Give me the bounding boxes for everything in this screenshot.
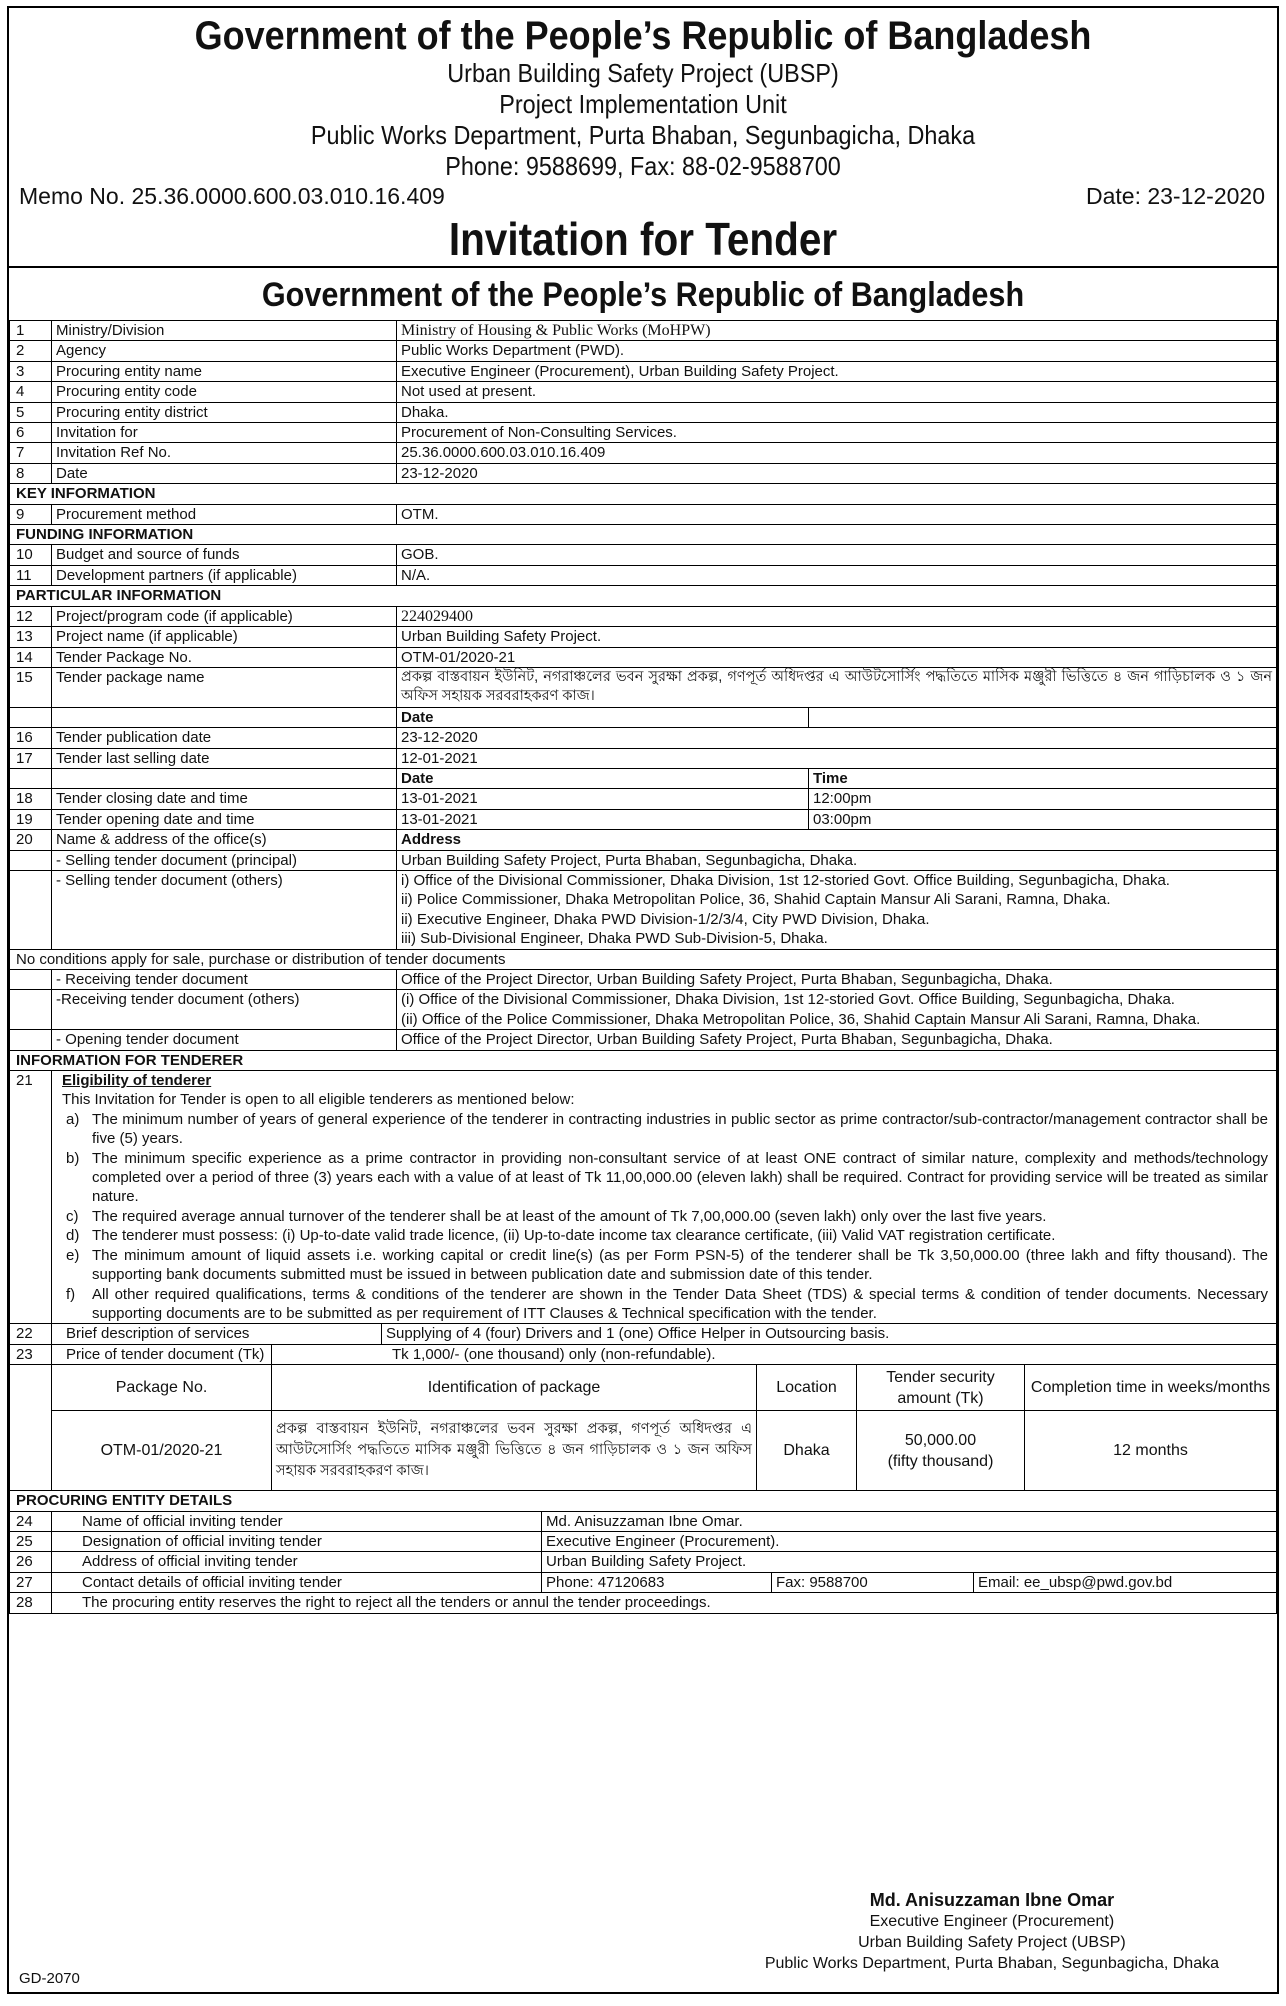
table-row <box>10 1511 1277 1531</box>
security-amount: 50,000.00 <box>904 1431 977 1449</box>
row-label: - Opening tender document <box>52 1030 397 1050</box>
row-label: Address of official inviting tender <box>52 1552 542 1572</box>
table-row <box>10 830 1277 850</box>
row-label: Procurement method <box>52 504 397 524</box>
row-number: 23 <box>10 1344 52 1364</box>
table-row <box>10 423 1277 443</box>
conditions-note: No conditions apply for sale, purchase or distribution of tender documents <box>10 949 1277 969</box>
row-date: 13-01-2021 <box>397 809 809 829</box>
table-row <box>10 402 1277 422</box>
table-row <box>10 667 1277 707</box>
row-number: 13 <box>10 627 52 647</box>
row-label: - Receiving tender document <box>52 970 397 990</box>
address-line: ii) Executive Engineer, Dhaka PWD Division-1/2/3/4, City PWD Division, Dhaka. <box>401 910 930 928</box>
row-number: 7 <box>10 443 52 463</box>
row-label: Designation of official inviting tender <box>52 1531 542 1551</box>
row-number: 11 <box>10 565 52 585</box>
list-item <box>62 1285 1272 1324</box>
table-row <box>10 748 1277 768</box>
row-label: Procuring entity code <box>52 382 397 402</box>
table-row <box>10 850 1277 870</box>
subheader-row <box>10 768 1277 788</box>
row-number: 8 <box>10 463 52 483</box>
row-number: 22 <box>10 1324 52 1344</box>
reservation-note: The procuring entity reserves the right to reject all the tenders or annul the tender proceedings. <box>52 1593 1277 1613</box>
row-value: OTM. <box>397 504 1277 524</box>
address-line: ii) Police Commissioner, Dhaka Metropolitan Police, 36, Shahid Captain Mansur Ali Sarani, Ramna, Dhaka. <box>401 891 1111 909</box>
table-row <box>10 382 1277 402</box>
package-table <box>9 1364 1277 1491</box>
time-column-header: Time <box>809 768 1277 788</box>
row-time: 03:00pm <box>809 809 1277 829</box>
row-number: 25 <box>10 1531 52 1551</box>
table-row <box>10 970 1277 990</box>
row-number: 4 <box>10 382 52 402</box>
table-row <box>10 1030 1277 1050</box>
security-words: (fifty thousand) <box>887 1452 994 1470</box>
row-value: Not used at present. <box>397 382 1277 402</box>
footer-code: GD-2070 <box>19 1970 80 1987</box>
package-location: Dhaka <box>757 1411 857 1491</box>
table-row <box>10 1572 1277 1592</box>
row-number: 12 <box>10 606 52 626</box>
services-table <box>9 1323 1277 1344</box>
row-number: 2 <box>10 341 52 361</box>
row-value: 25.36.0000.600.03.010.16.409 <box>397 443 1277 463</box>
row-number: 26 <box>10 1552 52 1572</box>
row-value: 12-01-2021 <box>397 748 1277 768</box>
section-heading: PARTICULAR INFORMATION <box>10 586 1277 606</box>
row-value: Procurement of Non-Consulting Services. <box>397 423 1277 443</box>
row-value: 224029400 <box>397 606 1277 626</box>
contact-fax: Fax: 9588700 <box>772 1572 974 1592</box>
package-identification: প্রকল্প বাস্তবায়ন ইউনিট, নগরাঞ্চলের ভবন সুরক্ষা প্রকল্প, গণপূর্ত অধিদপ্তর এ আউটসোর্সিং পদ্ধতিতে মাসিক মঞ্জুরী ভিত্তিতে ৪ জন গাড়িচালক ও ১ জন অফিস সহায়ক সরবরাহকরণ কাজ। <box>272 1411 757 1491</box>
signatory-name: Md. Anisuzzaman Ibne Omar <box>869 1890 1115 1910</box>
contact-phone: Phone: 47120683 <box>542 1572 772 1592</box>
signature-block <box>765 1890 1219 1974</box>
row-value: Urban Building Safety Project. <box>542 1552 1277 1572</box>
item-label: d) <box>66 1227 80 1245</box>
row-number: 15 <box>10 667 52 707</box>
row-number: 6 <box>10 423 52 443</box>
item-label: b) <box>66 1149 80 1167</box>
item-text: The minimum number of years of general experience of the tenderer in contracting industries in public sector as prime contractor/sub-contractor/management contractor shall be five (5) years. <box>92 1110 1268 1148</box>
memo-number: Memo No. 25.36.0000.600.03.010.16.409 <box>19 183 445 209</box>
row-number: 10 <box>10 545 52 565</box>
row-value: Executive Engineer (Procurement), Urban Building Safety Project. <box>397 361 1277 381</box>
table-row <box>10 789 1277 809</box>
section-heading: PROCURING ENTITY DETAILS <box>10 1491 1277 1511</box>
item-text: All other required qualifications, terms & conditions of the tenderer are shown in the Tender Data Sheet (TDS) & special terms & condition of tender documents. Necessary supporting documents are to be submitted as per requirement of ITT Clauses & Technical specification with the tender. <box>92 1285 1268 1322</box>
list-item <box>62 1110 1272 1149</box>
row-value: 23-12-2020 <box>397 728 1277 748</box>
table-row <box>10 545 1277 565</box>
package-row <box>10 1411 1277 1491</box>
row-label: Invitation for <box>52 423 397 443</box>
column-header: Package No. <box>52 1365 272 1411</box>
row-value: OTM-01/2020-21 <box>397 647 1277 667</box>
table-row <box>10 1071 1277 1324</box>
row-label: Development partners (if applicable) <box>52 565 397 585</box>
row-value: Office of the Project Director, Urban Building Safety Project, Purta Bhaban, Segunbagicha, Dhaka. <box>397 1030 1277 1050</box>
item-label: e) <box>66 1246 80 1264</box>
signatory-project: Urban Building Safety Project (UBSP) <box>858 1934 1126 1951</box>
row-label: Contact details of official inviting tender <box>52 1572 542 1592</box>
column-header: Identification of package <box>272 1365 757 1411</box>
project-name: Urban Building Safety Project (UBSP) <box>447 58 839 88</box>
row-value: প্রকল্প বাস্তবায়ন ইউনিট, নগরাঞ্চলের ভবন সুরক্ষা প্রকল্প, গণপূর্ত অধিদপ্তর এ আউটসোর্সিং পদ্ধতিতে মাসিক মঞ্জুরী ভিত্তিতে ৪ জন গাড়িচালক ও ১ জন অফিস সহায়ক সরবরাহকরণ কাজ। <box>397 667 1277 707</box>
date-column-header: Date <box>397 707 809 727</box>
section-heading: KEY INFORMATION <box>10 484 1277 504</box>
table-row <box>10 565 1277 585</box>
eligibility-list <box>62 1110 1272 1323</box>
package-number: OTM-01/2020-21 <box>52 1411 272 1491</box>
row-value: GOB. <box>397 545 1277 565</box>
address-line: iii) Sub-Divisional Engineer, Dhaka PWD Sub-Division-5, Dhaka. <box>401 930 828 948</box>
list-item <box>62 1226 1272 1245</box>
address-line: (ii) Office of the Police Commissioner, Dhaka Metropolitan Police, 36, Shahid Captain Mansur Ali Sarani, Ramna, Dhaka. <box>401 1010 1201 1028</box>
row-number: 24 <box>10 1511 52 1531</box>
note-row <box>10 949 1277 969</box>
row-value: Dhaka. <box>397 402 1277 422</box>
table-row <box>10 1593 1277 1613</box>
office-contact: Phone: 9588699, Fax: 88-02-9588700 <box>445 151 841 181</box>
package-completion: 12 months <box>1025 1411 1277 1491</box>
list-item <box>62 1246 1272 1285</box>
row-label: - Selling tender document (others) <box>52 870 397 949</box>
row-label: Tender opening date and time <box>52 809 397 829</box>
page-title: Government of the People’s Republic of Bangladesh <box>194 14 1092 58</box>
row-label: Procuring entity name <box>52 361 397 381</box>
table-title: Government of the People’s Republic of Bangladesh <box>261 276 1025 314</box>
section-row <box>10 586 1277 606</box>
eligibility-intro: This Invitation for Tender is open to all eligible tenderers as mentioned below: <box>62 1091 575 1109</box>
row-number: 1 <box>10 321 52 341</box>
row-label: Date <box>52 463 397 483</box>
signatory-address: Public Works Department, Purta Bhaban, Segunbagicha, Dhaka <box>764 1955 1219 1972</box>
row-value: Urban Building Safety Project, Purta Bhaban, Segunbagicha, Dhaka. <box>397 850 1277 870</box>
address-line: (i) Office of the Divisional Commissioner, Dhaka Division, 1st 12-storied Govt. Office Building, Segunbagicha, Dhaka. <box>401 991 1175 1009</box>
item-text: The minimum specific experience as a prime contractor in providing non-consultant service of at least ONE contract of similar nature, complexity and methods/technology completed over a period of three (3) years each with a value of at least of Tk 11,00,000.00 (eleven lakh) shall be required. Contract for providing service will be treated as similar nature. <box>92 1149 1268 1206</box>
row-number: 27 <box>10 1572 52 1592</box>
item-text: The tenderer must possess: (i) Up-to-date valid trade licence, (ii) Up-to-date income tax clearance certificate, (iii) Valid VAT registration certificate. <box>92 1227 1056 1245</box>
row-label: Name of official inviting tender <box>52 1511 542 1531</box>
eligibility-title: Eligibility of tenderer <box>62 1072 212 1090</box>
table-row <box>10 1552 1277 1572</box>
row-number: 28 <box>10 1593 52 1613</box>
section-row <box>10 484 1277 504</box>
section-heading: FUNDING INFORMATION <box>10 525 1277 545</box>
row-value: Supplying of 4 (four) Drivers and 1 (one) Office Helper in Outsourcing basis. <box>382 1324 1277 1344</box>
row-value: 23-12-2020 <box>397 463 1277 483</box>
row-label: Agency <box>52 341 397 361</box>
row-number: 19 <box>10 809 52 829</box>
row-label: - Selling tender document (principal) <box>52 850 397 870</box>
row-value <box>397 870 1277 949</box>
unit-name: Project Implementation Unit <box>499 89 787 119</box>
item-label: c) <box>66 1207 79 1225</box>
row-label: Procuring entity district <box>52 402 397 422</box>
row-number: 5 <box>10 402 52 422</box>
table-row <box>10 870 1277 949</box>
section-row <box>10 1050 1277 1070</box>
item-text: The required average annual turnover of the tenderer shall be at least of the amount of Tk 7,00,000.00 (seven lakh) only over the last five years. <box>92 1207 1047 1225</box>
subheader-row <box>10 707 1277 727</box>
table-row <box>10 990 1277 1030</box>
signatory-designation: Executive Engineer (Procurement) <box>869 1913 1115 1930</box>
row-number: 20 <box>10 830 52 850</box>
date-column-header: Date <box>397 768 809 788</box>
table-row <box>10 361 1277 381</box>
column-header: Location <box>757 1365 857 1411</box>
row-value: Office of the Project Director, Urban Building Safety Project, Purta Bhaban, Segunbagicha, Dhaka. <box>397 970 1277 990</box>
table-row <box>10 504 1277 524</box>
row-label: Tender closing date and time <box>52 789 397 809</box>
row-label: Tender last selling date <box>52 748 397 768</box>
office-address: Public Works Department, Purta Bhaban, Segunbagicha, Dhaka <box>310 120 976 150</box>
address-line: i) Office of the Divisional Commissioner, Dhaka Division, 1st 12-storied Govt. Office Building, Segunbagicha, Dhaka. <box>401 871 1170 889</box>
table-row <box>10 1531 1277 1551</box>
row-value <box>397 990 1277 1030</box>
row-date: 13-01-2021 <box>397 789 809 809</box>
row-label: Price of tender document (Tk) <box>52 1344 272 1364</box>
row-number: 16 <box>10 728 52 748</box>
item-text: The minimum amount of liquid assets i.e. working capital or credit line(s) (as per Form PSN-5) of the tenderer shall be Tk 3,50,000.00 (three lakh and fifty thousand). The supporting bank documents submitted must be issued in between publication date and submission date of this tender. <box>92 1246 1268 1284</box>
row-label: Tender Package No. <box>52 647 397 667</box>
row-value: Urban Building Safety Project. <box>397 627 1277 647</box>
row-value: Executive Engineer (Procurement). <box>542 1531 1277 1551</box>
row-label: Name & address of the office(s) <box>52 830 397 850</box>
column-header: Completion time in weeks/months <box>1025 1365 1277 1411</box>
row-value: Public Works Department (PWD). <box>397 341 1277 361</box>
row-number: 18 <box>10 789 52 809</box>
tender-details-table <box>9 320 1277 1324</box>
list-item <box>62 1207 1272 1226</box>
table-row <box>10 463 1277 483</box>
row-label: Budget and source of funds <box>52 545 397 565</box>
table-row <box>10 627 1277 647</box>
row-label: Tender publication date <box>52 728 397 748</box>
section-row <box>10 1491 1277 1511</box>
row-number: 9 <box>10 504 52 524</box>
row-number: 21 <box>10 1071 52 1324</box>
row-value: Tk 1,000/- (one thousand) only (non-refundable). <box>272 1344 1277 1364</box>
table-row <box>10 809 1277 829</box>
row-label: Ministry/Division <box>52 321 397 341</box>
address-column-header: Address <box>397 830 1277 850</box>
table-row <box>10 1344 1277 1364</box>
row-number: 3 <box>10 361 52 381</box>
table-row <box>10 728 1277 748</box>
memo-row <box>9 182 1277 210</box>
row-label: Project/program code (if applicable) <box>52 606 397 626</box>
eligibility-block <box>52 1071 1277 1324</box>
table-row <box>10 443 1277 463</box>
list-item <box>62 1149 1272 1207</box>
row-label: Project name (if applicable) <box>52 627 397 647</box>
package-security <box>857 1411 1025 1491</box>
row-value: N/A. <box>397 565 1277 585</box>
table-row <box>10 647 1277 667</box>
table-row <box>10 606 1277 626</box>
row-value: Ministry of Housing & Public Works (MoHPW) <box>397 321 1277 341</box>
column-header: Tender security amount (Tk) <box>857 1365 1025 1411</box>
item-label: a) <box>66 1110 80 1128</box>
row-value: Md. Anisuzzaman Ibne Omar. <box>542 1511 1277 1531</box>
header <box>9 8 1277 320</box>
row-label: Invitation Ref No. <box>52 443 397 463</box>
tender-notice-page <box>7 6 1279 1994</box>
row-number: 17 <box>10 748 52 768</box>
section-row <box>10 525 1277 545</box>
item-label: f) <box>66 1285 76 1303</box>
row-number: 14 <box>10 647 52 667</box>
memo-date: Date: 23-12-2020 <box>1085 183 1265 209</box>
notice-title: Invitation for Tender <box>448 213 838 265</box>
table-row <box>10 321 1277 341</box>
procuring-entity-table <box>9 1490 1277 1613</box>
package-header-row <box>10 1365 1277 1411</box>
price-table <box>9 1344 1277 1365</box>
row-label: Brief description of services <box>52 1324 382 1344</box>
table-row <box>10 1324 1277 1344</box>
row-label: -Receiving tender document (others) <box>52 990 397 1030</box>
row-time: 12:00pm <box>809 789 1277 809</box>
section-heading: INFORMATION FOR TENDERER <box>10 1050 1277 1070</box>
table-row <box>10 341 1277 361</box>
row-label: Tender package name <box>52 667 397 707</box>
contact-email: Email: ee_ubsp@pwd.gov.bd <box>974 1572 1277 1592</box>
